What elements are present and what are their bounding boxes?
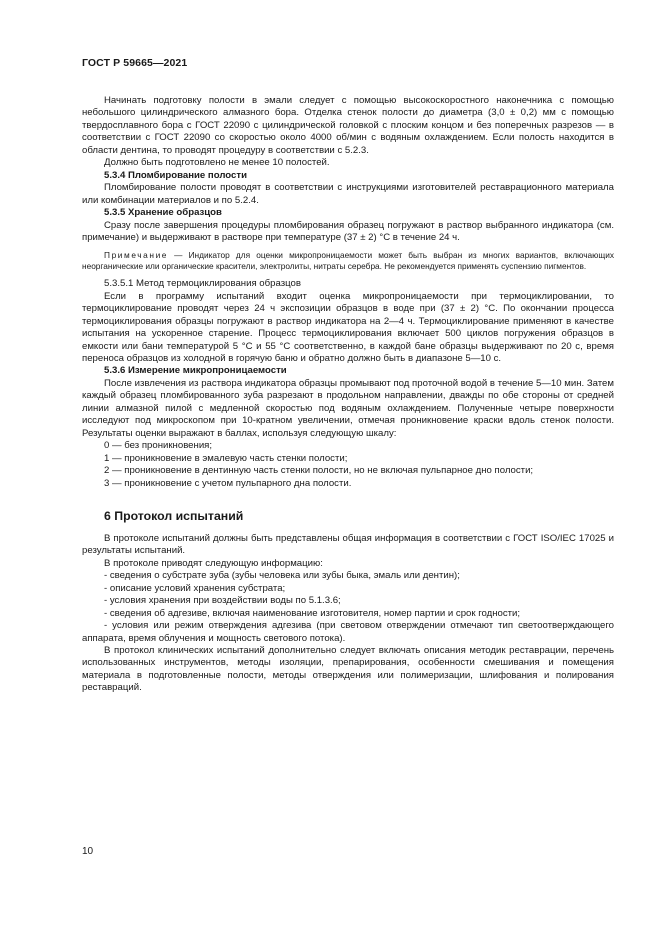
paragraph: Пломбирование полости проводят в соответствии с инструкциями изготовителей реставрационного материала или комбинации материалов и по 5.2.4. [82,182,614,206]
paragraph: Должно быть подготовлено не менее 10 полостей. [104,157,330,169]
section-heading-5-3-4: 5.3.4 Пломбирование полости [104,169,247,181]
list-item: - сведения о субстрате зуба (зубы человека или зубы быка, эмаль или дентин); [104,570,460,582]
paragraph: После извлечения из раствора индикатора образцы промывают под проточной водой в течение 5—10 мин. Затем каждый образец пломбированного зуба разрезают в продольном направлении, дважды по обе стороны от средней линии алмазной пилой с медленной скоростью под водяным охлаждением. Полученные четыре поверхности исследуют под микроскопом при 10-кратном увеличении, отмечая проникновение краски вдоль стенок полости. Результаты оценки выражают в баллах, используя следующую шкалу: [82,377,614,439]
scale-item: 2 — проникновение в дентинную часть стенки полости, но не включая пульпарное дно полости; [104,465,534,477]
scale-item: 3 — проникновение с учетом пульпарного дна полости. [104,477,352,489]
paragraph: В протокол клинических испытаний дополнительно следует включать описания методик реставрации, перечень использованных инструментов, методы изоляции, препарирования, особенности смешивания и помещения материала в подготовленные полости, методы отверждения или полимеризации, шлифования и полирования реставраций. [82,645,614,694]
paragraph: Сразу после завершения процедуры пломбирования образец погружают в раствор выбранного индикатора (см. примечание) и выдерживают в растворе при температуре (37 ± 2) °С в течение 24 ч. [82,219,614,243]
subsection-heading-5-3-5-1: 5.3.5.1 Метод термоциклирования образцов [104,278,301,290]
scale-item: 0 — без проникновения; [104,440,213,452]
paragraph: Если в программу испытаний входит оценка микропроницаемости при термоциклировании, то термоциклирование проводят через 24 ч экспозиции образцов в воде при (37 ± 2) °С. По окончании процесса термоциклирования образцы погружают в раствор индикатора на 2—4 ч. Термоциклирование применяют в качестве испытания на ускоренное старение. Процесс термоциклирования включает 500 циклов погружения образцов в емкости или бани температурой 5 °С и 55 °С соответственно, в каждой бане образцы выдерживают по 20 с, время переноса образцов из холодной в горячую баню и обратно должно быть в диапазоне 5—10 с. [82,290,614,364]
note-text: — Индикатор для оценки микропроницаемости может быть выбран из многих вариантов, включающих неорганические или органические красители, электролиты, нитраты серебра. Не рекомендуется применять суспензию пигментов. [82,250,614,272]
page-number: 10 [82,846,94,857]
list-item: - описание условий хранения субстрата; [104,582,286,594]
paragraph: В протоколе испытаний должны быть представлены общая информация в соответствии с ГОСТ ISO/IEC 17025 и результаты испытаний. [82,532,614,557]
scale-item: 1 — проникновение в эмалевую часть стенки полости; [104,452,348,464]
document-body [82,95,614,695]
document-header: ГОСТ Р 59665—2021 [82,57,188,69]
note-label: Примечание [104,250,169,261]
note [82,250,614,272]
list-item: - сведения об адгезиве, включая наименование изготовителя, номер партии и срок годности; [104,607,521,619]
list-item: - условия или режим отверждения адгезива (при световом отверждении отмечают тип светоотверждающего аппарата, время облучения и мощность светового потока). [82,620,614,644]
paragraph: Начинать подготовку полости в эмали следует с помощью высокоскоростного наконечника с помощью небольшого цилиндрического алмазного бора. Отделка стенок полости до диаметра (3,0 ± 0,2) мм с помощью твердосплавного бора с ГОСТ 22090 с цилиндрической головкой с плоским концом и без поперечных разрезов — в соответствии с ГОСТ 22090 со скоростью около 4000 об/мин с водяным охлаждением. Если полость находится в области дентина, то проводят процедуру в соответствии с 5.2.3. [82,95,614,156]
section-heading-6: 6 Протокол испытаний [104,508,244,523]
section-heading-5-3-5: 5.3.5 Хранение образцов [104,207,222,219]
paragraph: В протоколе приводят следующую информацию: [104,557,323,569]
section-heading-5-3-6: 5.3.6 Измерение микропроницаемости [104,365,287,377]
list-item: - условия хранения при воздействии воды по 5.1.3.6; [104,595,341,607]
